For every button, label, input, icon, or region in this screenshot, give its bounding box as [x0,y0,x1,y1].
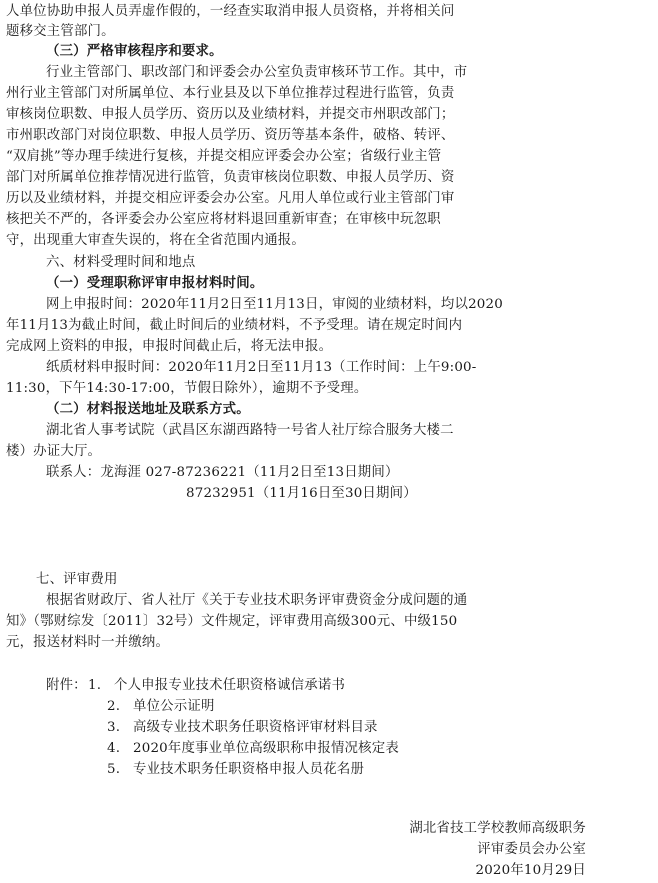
contact-line: 87232951（11月16日至30日期间） [186,486,417,501]
attachments-label: 附件： [46,678,87,693]
signature-organization: 评审委员会办公室 [477,842,586,857]
body-text-line: 部门对所属单位推荐情况进行监管，负责审核岗位职数、申报人员学历、资 [6,170,455,185]
body-text-line: 历以及业绩材料，并提交相应评委会办公室。凡用人单位或行业主管部门审 [6,191,455,206]
body-text-line: 11:30，下午14:30-17:00，节假日除外），逾期不予受理。 [6,381,368,396]
section-heading: 七、评审费用 [36,572,118,587]
body-text-line: 市州职改部门对岗位职数、申报人员学历、资历等基本条件，破格、转评、 [6,128,455,143]
body-text-line: 完成网上资料的申报，申报时间截止后，将无法申报。 [6,339,333,354]
attachment-number: 2. [107,699,121,714]
attachment-item [88,676,345,696]
body-text-line: 知》（鄂财综发〔2011〕32号）文件规定，评审费用高级300元、中级150 [6,614,458,629]
body-text-line: 题移交主管部门。 [6,24,115,39]
body-text-line: 湖北省人事考试院（武昌区东湖西路特一号省人社厅综合服务大楼二 [46,423,454,438]
subsection-heading: （一）受理职称评审申报材料时间。 [46,276,264,291]
signature-organization: 湖北省技工学校教师高级职务 [409,821,586,836]
body-text-line: 守，出现重大审查失误的，将在全省范围内通报。 [6,233,305,248]
section-heading: （三）严格审核程序和要求。 [46,44,223,59]
attachment-number: 1. [88,678,102,693]
attachment-item [107,718,378,738]
attachment-number: 3. [107,720,121,735]
attachment-item [107,760,364,780]
body-text-line: 审核岗位职数、申报人员学历、资历以及业绩材料，并提交市州职改部门； [6,107,455,122]
body-text-line: 元，报送材料时一并缴纳。 [6,635,170,650]
contact-line: 联系人：龙海涯 027-87236221（11月2日至13日期间） [46,465,399,480]
body-text-line: 行业主管部门、职改部门和评委会办公室负责审核环节工作。其中，市 [46,65,468,80]
body-text-line: 楼）办证大厅。 [6,444,102,459]
attachment-number: 4. [107,741,121,756]
body-text-line: “双肩挑”等办理手续进行复核，并提交相应评委会办公室；省级行业主管 [6,149,442,164]
subsection-heading: （二）材料报送地址及联系方式。 [46,402,250,417]
attachment-title: 2020年度事业单位高级职称申报情况核定表 [133,741,399,756]
attachment-title: 专业技术职务任职资格申报人员花名册 [133,762,365,777]
attachment-item [107,739,399,759]
attachment-item [107,697,215,717]
attachment-title: 高级专业技术职务任职资格评审材料目录 [133,720,378,735]
body-text-line: 网上申报时间：2020年11月2日至11月13日，审阅的业绩材料，均以2020 [46,297,503,312]
attachment-number: 5. [107,762,121,777]
body-text-line: 核把关不严的，各评委会办公室应将材料退回重新审查；在审核中玩忽职 [6,212,441,227]
body-text-line: 州行业主管部门对所属单位、本行业县及以下单位推荐过程进行监管，负责 [6,86,455,101]
attachment-title: 单位公示证明 [133,699,215,714]
section-heading: 六、材料受理时间和地点 [46,255,196,270]
attachment-title: 个人申报专业技术任职资格诚信承诺书 [114,678,346,693]
body-text-line: 纸质材料申报时间：2020年11月2日至11月13（工作时间：上午9:00- [46,360,477,375]
body-text-line: 根据省财政厅、省人社厅《关于专业技术职务评审费资金分成问题的通 [46,593,468,608]
signature-date: 2020年10月29日 [475,863,586,878]
body-text-line: 人单位协助申报人员弄虚作假的，一经查实取消申报人员资格，并将相关问 [6,4,455,19]
body-text-line: 年11月13为截止时间，截止时间后的业绩材料，不予受理。请在规定时间内 [6,318,463,333]
